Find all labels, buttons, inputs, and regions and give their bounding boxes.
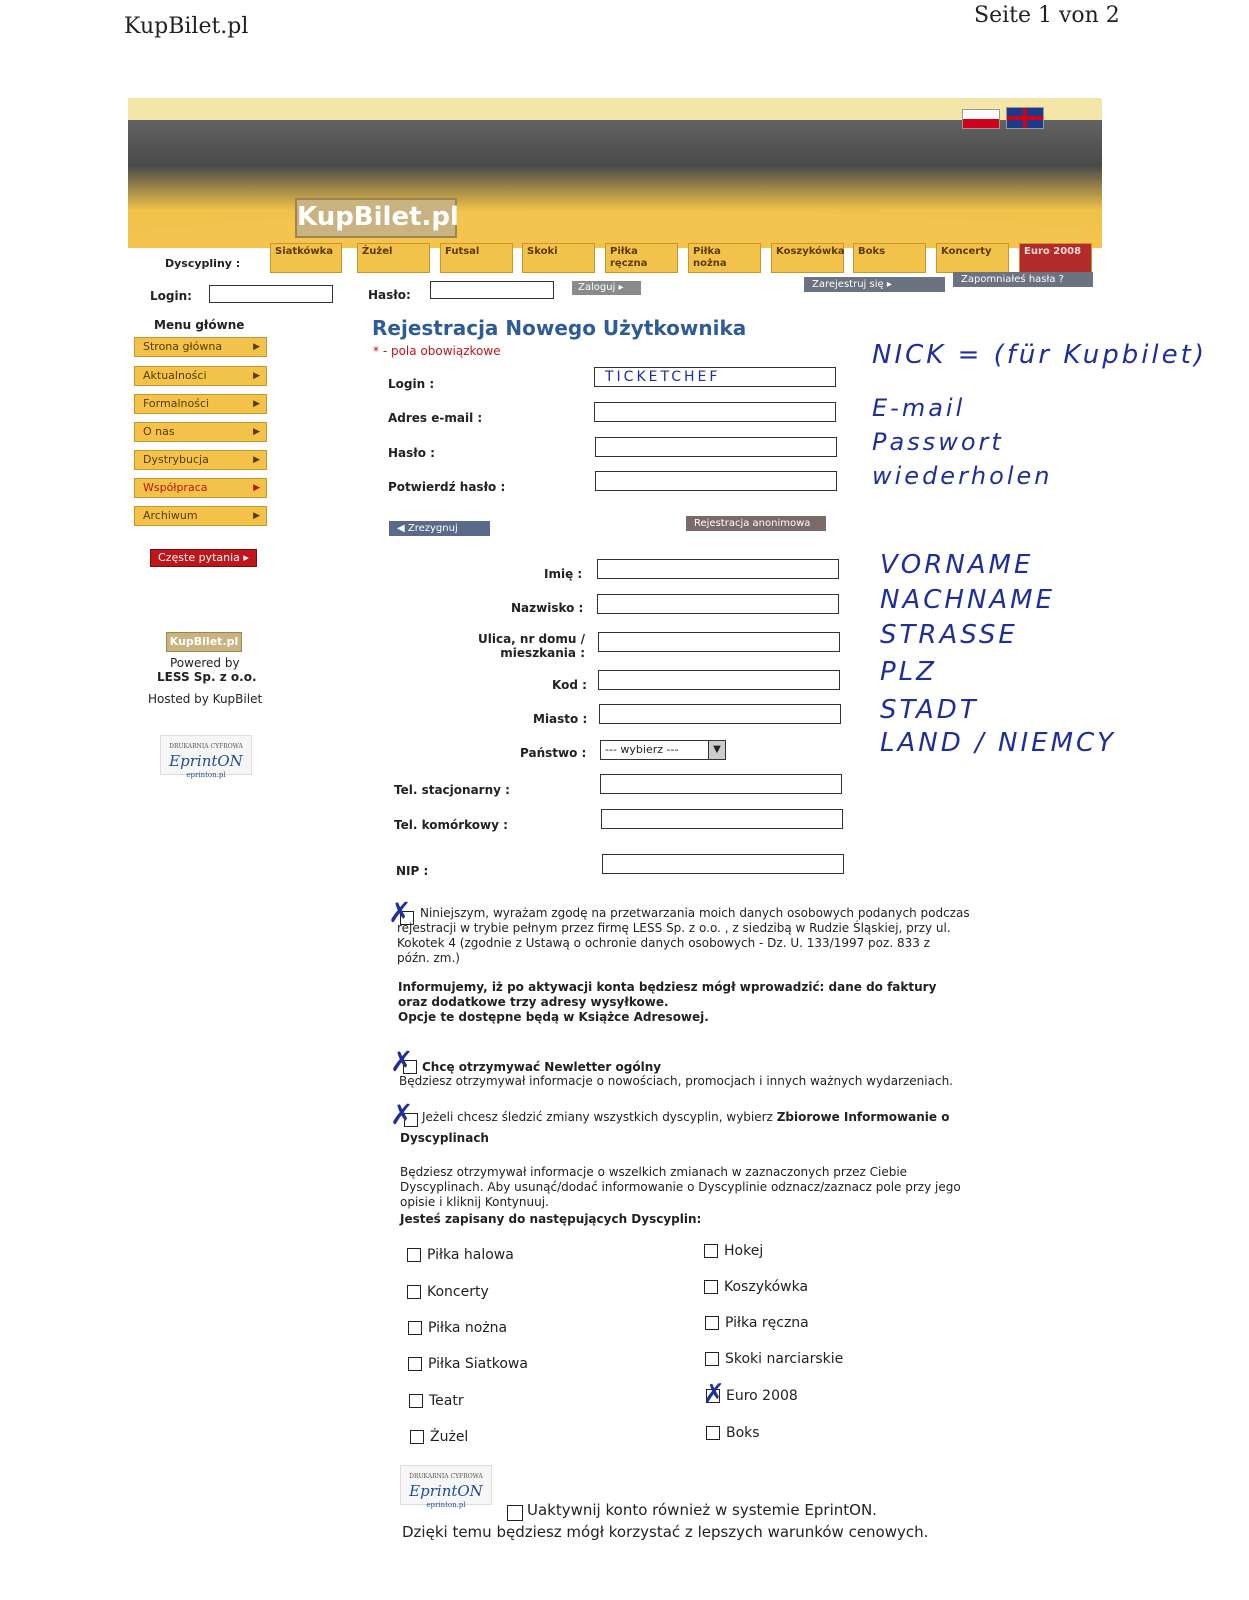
newsletter-label: Chcę otrzymywać Newletter ogólny <box>422 1060 662 1074</box>
page-title: Rejestracja Nowego Użytkownika <box>372 316 747 340</box>
email-field[interactable] <box>594 402 836 422</box>
faq-button-label: Częste pytania <box>158 551 240 564</box>
street-field[interactable] <box>598 632 840 652</box>
required-note: * - pola obowiązkowe <box>373 344 501 358</box>
polish-flag-icon[interactable] <box>962 109 1000 129</box>
discipline-label: Teatr <box>429 1393 464 1409</box>
email-field-label: Adres e-mail : <box>388 411 483 425</box>
account-info-text <box>398 980 978 1025</box>
login-field-label: Login : <box>388 377 435 391</box>
consent-line-3: Kokotek 4 (zgodnie z Ustawą o ochronie danych osobowych - Dz. U. 133/1997 poz. 833 z <box>397 936 930 950</box>
kupbilet-small-logo: KupBilet.pl <box>166 632 242 652</box>
main-menu-title: Menu główne <box>154 318 245 332</box>
handwritten-lastname-note: NACHNAME <box>880 585 1056 615</box>
menu-item-label: Dystrybucja <box>143 453 209 466</box>
tab-koszykowka[interactable]: Koszykówka <box>771 243 844 273</box>
tab-zuzel[interactable]: Żużel <box>357 243 430 273</box>
chevron-down-icon[interactable]: ▼ <box>708 741 725 759</box>
discipline-label: Boks <box>726 1425 760 1441</box>
phone-field[interactable] <box>600 774 842 794</box>
desc-line-2: Dyscyplinach. Aby usunąć/dodać informowanie o Dyscyplinie odznacz/zaznacz pole przy jego <box>400 1180 961 1194</box>
menu-item-label: O nas <box>143 425 175 438</box>
discipline-checkbox[interactable] <box>409 1394 423 1408</box>
city-field[interactable] <box>599 704 841 724</box>
handwritten-street-note: STRASSE <box>880 620 1018 650</box>
first-name-field[interactable] <box>597 559 839 579</box>
login-button-label: Zaloguj <box>578 282 616 293</box>
handwritten-country-note: LAND / NIEMCY <box>880 728 1117 758</box>
collective-info-text-a: Jeżeli chcesz śledzić zmiany wszystkich dyscyplin, wybierz <box>422 1110 773 1124</box>
menu-item-label: Współpraca <box>143 481 208 494</box>
discipline-checkbox[interactable] <box>704 1244 718 1258</box>
discipline-label: Żużel <box>430 1429 469 1445</box>
register-button-label: Zarejestruj się <box>812 279 884 290</box>
handwritten-city-note: STADT <box>880 695 979 725</box>
print-site-name: KupBilet.pl <box>124 14 249 39</box>
nip-label: NIP : <box>396 864 429 878</box>
disciplines-description <box>400 1165 980 1210</box>
tab-euro-2008[interactable]: Euro 2008 <box>1019 243 1092 273</box>
collective-info-text-c: Dyscyplinach <box>400 1131 489 1145</box>
handwritten-password-note: Passwort <box>872 428 1004 456</box>
consent-line-2: rejestracji w trybie pełnym przez firmę LESS Sp. z o.o. , z siedzibą w Rudzie Śląskiej, przy ul. <box>397 921 951 935</box>
street-label-line-1: Ulica, nr domu / <box>478 632 585 646</box>
tab-skoki[interactable]: Skoki <box>522 243 595 273</box>
collective-info-text <box>422 1110 949 1125</box>
password-input[interactable] <box>430 281 554 299</box>
tab-boks[interactable]: Boks <box>853 243 926 273</box>
discipline-label: Hokej <box>724 1243 764 1259</box>
desc-line-3: opisie i kliknij Kontynuuj. <box>400 1195 549 1209</box>
consent-check-mark: ✗ <box>388 896 412 929</box>
anonymous-registration-button[interactable]: Rejestracja anonimowa ▸ <box>686 516 826 531</box>
eprint-top-text: DRUKARNIA CYFROWA <box>169 743 243 750</box>
country-label: Państwo : <box>520 746 587 760</box>
discipline-label: Piłka halowa <box>427 1247 514 1263</box>
tab-futsal[interactable]: Futsal <box>440 243 513 273</box>
country-select-value: --- wybierz --- <box>605 743 679 756</box>
discipline-checkbox[interactable] <box>704 1280 718 1294</box>
tab-siatkowka[interactable]: Siatkówka <box>270 243 342 273</box>
discipline-checkbox[interactable] <box>408 1321 422 1335</box>
postcode-label: Kod : <box>552 678 587 692</box>
discipline-checkbox[interactable] <box>705 1316 719 1330</box>
cancel-button-label: Zrezygnuj <box>407 523 458 534</box>
menu-item-about[interactable]: O nas ▶ <box>134 422 267 442</box>
menu-item-cooperation[interactable]: Współpraca ▶ <box>134 478 267 498</box>
english-flag-icon[interactable] <box>1006 107 1044 129</box>
eprinton-logo-footer[interactable] <box>400 1465 492 1509</box>
discipline-label: Skoki narciarskie <box>725 1351 844 1367</box>
faq-button[interactable]: Częste pytania ▸ <box>150 549 257 567</box>
site-logo[interactable]: KupBilet.pl <box>295 198 457 238</box>
mobile-field[interactable] <box>601 809 843 829</box>
login-button[interactable]: Zaloguj ▸ <box>572 281 641 295</box>
register-login-input[interactable]: TICKETCHEF <box>594 367 836 387</box>
postcode-field[interactable] <box>598 670 840 690</box>
eprint-name-text: EprintON <box>169 752 243 770</box>
info-line-1: Informujemy, iż po aktywacji konta będziesz mógł wprowadzić: dane do faktury <box>398 980 937 994</box>
menu-item-news[interactable]: Aktualności ▶ <box>134 366 267 386</box>
menu-item-label: Strona główna <box>143 340 223 353</box>
menu-item-label: Aktualności <box>143 369 207 382</box>
subscribed-heading: Jesteś zapisany do następujących Dyscyplin: <box>400 1212 702 1226</box>
disciplines-label: Dyscypliny : <box>165 257 241 270</box>
handwritten-nick-note: NICK = (für Kupbilet) <box>872 340 1207 370</box>
forgot-password-button[interactable]: Zapomniałeś hasła ? <box>953 272 1093 287</box>
print-page-number: Seite 1 von 2 <box>974 3 1120 28</box>
eprint-footer-top: DRUKARNIA CYFROWA <box>409 1473 483 1480</box>
handwritten-email-note: E-mail <box>872 394 966 422</box>
discipline-checkbox[interactable] <box>407 1285 421 1299</box>
eprinton-activate-checkbox[interactable] <box>507 1505 523 1521</box>
discipline-label: Piłka nożna <box>428 1320 508 1336</box>
tab-pilka-reczna[interactable]: Piłka ręczna <box>605 243 678 273</box>
register-password-label: Hasło : <box>388 446 435 460</box>
consent-line-1: Niniejszym, wyrażam zgodę na przetwarzania moich danych osobowych podanych podczas <box>420 906 970 920</box>
discipline-label: Koszykówka <box>724 1279 809 1295</box>
eprint-footer-name: EprintON <box>409 1482 483 1500</box>
newsletter-check-mark: ✗ <box>390 1045 414 1078</box>
cancel-button[interactable]: ◀ Zrezygnuj <box>389 521 490 536</box>
first-name-label: Imię : <box>544 567 583 581</box>
eprint-url-text: eprinton.pl <box>186 771 226 779</box>
register-button[interactable]: Zarejestruj się ▸ <box>804 277 945 292</box>
collective-info-check-mark: ✗ <box>390 1098 414 1131</box>
nip-field[interactable] <box>602 854 844 874</box>
discipline-checkbox[interactable] <box>408 1357 422 1371</box>
handwritten-firstname-note: VORNAME <box>880 550 1034 580</box>
confirm-password-label: Potwierdź hasło : <box>388 480 506 494</box>
company-name: LESS Sp. z o.o. <box>157 670 257 684</box>
discipline-label: Euro 2008 <box>726 1388 798 1404</box>
last-name-field[interactable] <box>597 594 839 614</box>
confirm-password-field[interactable] <box>595 471 837 491</box>
last-name-label: Nazwisko : <box>511 601 584 615</box>
discipline-checkbox[interactable] <box>407 1248 421 1262</box>
street-label-line-2: mieszkania : <box>500 646 585 660</box>
discipline-checkbox[interactable] <box>705 1352 719 1366</box>
powered-by-text: Powered by <box>170 656 240 670</box>
menu-item-label: Archiwum <box>143 509 198 522</box>
phone-label: Tel. stacjonarny : <box>394 783 510 797</box>
anonymous-registration-label: Rejestracja anonimowa <box>694 518 811 529</box>
password-label: Hasło: <box>368 288 411 302</box>
handwritten-repeat-note: wiederholen <box>872 462 1053 490</box>
info-line-2: oraz dodatkowe trzy adresy wysyłkowe. <box>398 995 669 1009</box>
eprinton-benefit-text: Dzięki temu będziesz mógł korzystać z lepszych warunków cenowych. <box>402 1523 929 1541</box>
consent-text <box>420 906 980 921</box>
info-line-3: Opcje te dostępne będą w Książce Adresowej. <box>398 1010 709 1024</box>
discipline-label: Piłka Siatkowa <box>428 1356 528 1372</box>
desc-line-1: Będziesz otrzymywał informacje o wszelkich zmianach w zaznaczonych przez Ciebie <box>400 1165 908 1179</box>
tab-koncerty[interactable]: Koncerty <box>936 243 1009 273</box>
eprinton-logo-sidebar[interactable] <box>160 735 252 779</box>
menu-item-label: Formalności <box>143 397 210 410</box>
discipline-checkbox[interactable] <box>706 1426 720 1440</box>
collective-info-text-b: Zbiorowe Informowanie o <box>776 1110 950 1124</box>
eprint-footer-url: eprinton.pl <box>426 1501 466 1509</box>
register-password-field[interactable] <box>595 437 837 457</box>
street-label <box>474 632 585 660</box>
discipline-label: Koncerty <box>427 1284 489 1300</box>
newsletter-description: Będziesz otrzymywał informacje o nowościach, promocjach i innych ważnych wydarzeniach. <box>399 1074 953 1088</box>
menu-item-distribution[interactable]: Dystrybucja ▶ <box>134 450 267 470</box>
tab-pilka-nozna[interactable]: Piłka nożna <box>688 243 761 273</box>
header-banner <box>128 98 1102 248</box>
eprinton-activate-label: Uaktywnij konto również w systemie EprintON. <box>527 1501 877 1519</box>
consent-line-4: późn. zm.) <box>397 951 460 965</box>
hosted-by-text: Hosted by KupBilet <box>148 692 263 706</box>
login-label: Login: <box>150 289 192 303</box>
city-label: Miasto : <box>533 712 588 726</box>
handwritten-zip-note: PLZ <box>880 657 937 687</box>
mobile-label: Tel. komórkowy : <box>394 818 508 832</box>
login-input[interactable] <box>209 285 333 303</box>
menu-item-formalities[interactable]: Formalności ▶ <box>134 394 267 414</box>
discipline-label: Piłka ręczna <box>725 1315 809 1331</box>
menu-item-archive[interactable]: Archiwum ▶ <box>134 506 267 526</box>
consent-text-cont <box>397 921 977 966</box>
discipline-checkbox[interactable] <box>410 1430 424 1444</box>
country-select[interactable] <box>600 740 726 760</box>
euro-check-mark: ✗ <box>703 1379 725 1409</box>
menu-item-home[interactable]: Strona główna ▶ <box>134 337 267 357</box>
